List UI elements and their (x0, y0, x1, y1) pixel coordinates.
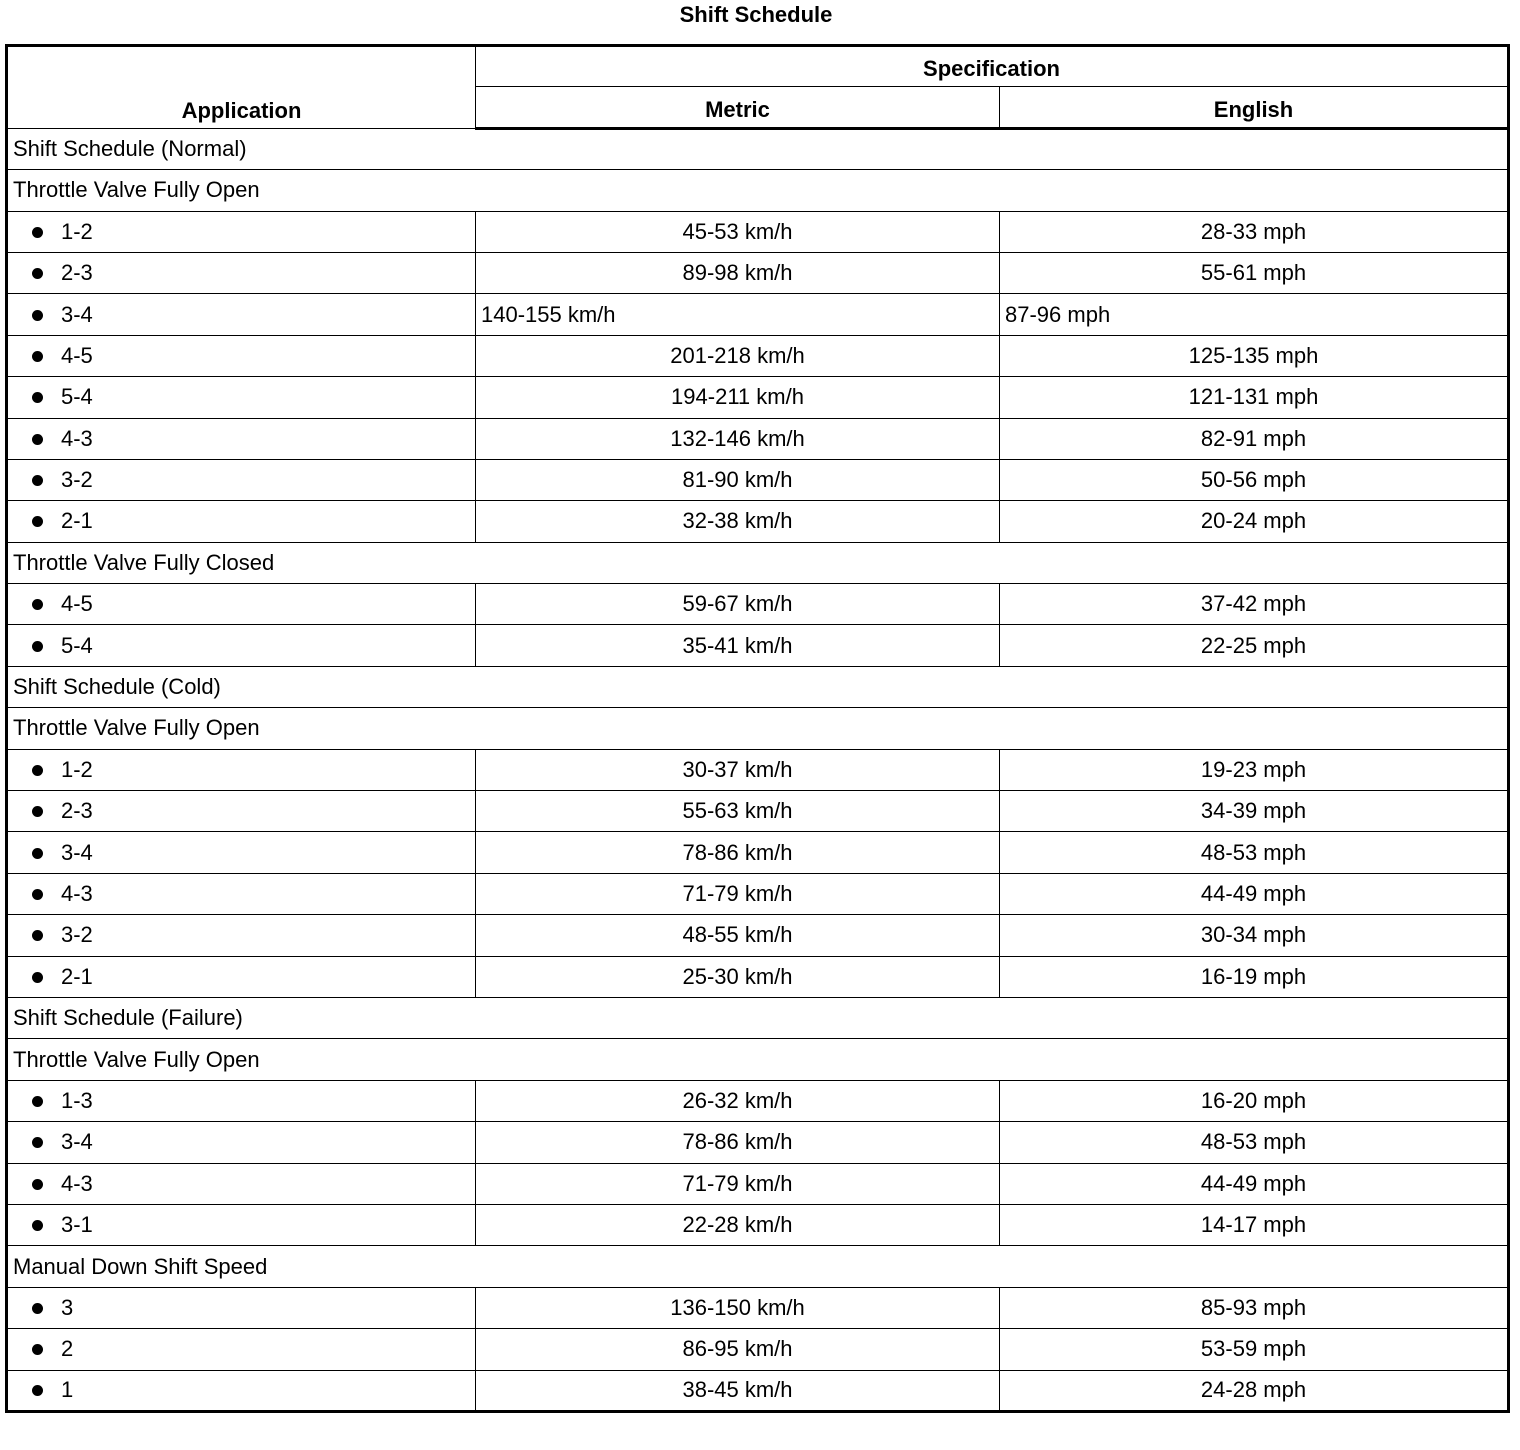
english-cell: 19-23 mph (1000, 749, 1509, 790)
metric-cell: 32-38 km/h (476, 501, 1000, 542)
bullet-icon (32, 848, 43, 859)
shift-label: 2-1 (61, 508, 93, 534)
shift-label: 5-4 (61, 632, 93, 658)
bullet-icon (32, 392, 43, 403)
application-cell (7, 252, 476, 293)
table-row (7, 915, 1509, 956)
table-row (7, 252, 1509, 293)
shift-label: 3 (61, 1294, 74, 1320)
english-cell: 30-34 mph (1000, 915, 1509, 956)
table-row (7, 1122, 1509, 1163)
shift-label: 4-3 (61, 881, 93, 906)
english-cell: 24-28 mph (1000, 1370, 1509, 1411)
english-cell: 20-24 mph (1000, 501, 1509, 542)
section-label: Shift Schedule (Normal) (7, 128, 1509, 169)
english-cell: 48-53 mph (1000, 832, 1509, 873)
table-row (7, 1204, 1509, 1245)
table-header (7, 46, 1509, 129)
metric-cell: 132-146 km/h (476, 418, 1000, 459)
application-cell (7, 584, 476, 625)
metric-cell: 45-53 km/h (476, 211, 1000, 252)
bullet-icon (32, 268, 43, 279)
section-row (7, 1246, 1509, 1287)
section-row (7, 997, 1509, 1038)
table-row (7, 749, 1509, 790)
shift-label: 3-4 (61, 839, 93, 865)
section-label: Shift Schedule (Failure) (7, 997, 1509, 1038)
application-cell (7, 211, 476, 252)
bullet-icon (32, 1137, 43, 1148)
application-cell (7, 1122, 476, 1163)
metric-cell: 194-211 km/h (476, 377, 1000, 418)
bullet-icon (32, 310, 43, 321)
application-header: Application (7, 46, 476, 129)
section-row (7, 542, 1509, 583)
english-cell: 34-39 mph (1000, 791, 1509, 832)
bullet-icon (32, 1344, 43, 1355)
shift-label: 4-5 (61, 342, 93, 368)
shift-label: 1 (61, 1377, 74, 1403)
table-row (7, 1329, 1509, 1370)
english-cell: 16-20 mph (1000, 1080, 1509, 1121)
section-label: Throttle Valve Fully Closed (7, 542, 1509, 583)
application-cell (7, 749, 476, 790)
english-cell: 44-49 mph (1000, 1163, 1509, 1204)
table-row (7, 501, 1509, 542)
table-row (7, 211, 1509, 252)
application-cell (7, 791, 476, 832)
application-cell (7, 1370, 476, 1411)
application-cell (7, 915, 476, 956)
page-title: Shift Schedule (679, 2, 833, 27)
application-cell (7, 335, 476, 376)
english-header: English (1000, 87, 1509, 128)
application-cell (7, 873, 476, 914)
english-cell: 50-56 mph (1000, 459, 1509, 500)
specification-header: Specification (476, 46, 1509, 87)
application-cell (7, 1329, 476, 1370)
english-cell: 44-49 mph (1000, 873, 1509, 914)
bullet-icon (32, 930, 43, 941)
shift-label: 4-5 (61, 591, 93, 617)
application-cell (7, 459, 476, 500)
metric-cell: 140-155 km/h (476, 294, 1000, 335)
table-row (7, 1287, 1509, 1328)
section-label: Shift Schedule (Cold) (7, 666, 1509, 707)
english-cell: 37-42 mph (1000, 584, 1509, 625)
english-cell: 121-131 mph (1000, 377, 1509, 418)
shift-label: 3-2 (61, 467, 93, 493)
application-cell (7, 1080, 476, 1121)
table-row (7, 832, 1509, 873)
metric-cell: 71-79 km/h (476, 873, 1000, 914)
bullet-icon (32, 1385, 43, 1396)
bullet-icon (32, 475, 43, 486)
shift-label: 2-1 (61, 963, 93, 989)
bullet-icon (32, 806, 43, 817)
english-cell: 55-61 mph (1000, 252, 1509, 293)
application-cell (7, 956, 476, 997)
metric-cell: 59-67 km/h (476, 584, 1000, 625)
shift-label: 3-1 (61, 1212, 93, 1238)
bullet-icon (32, 765, 43, 776)
english-cell: 14-17 mph (1000, 1204, 1509, 1245)
section-row (7, 1039, 1509, 1080)
english-cell: 82-91 mph (1000, 418, 1509, 459)
english-cell: 22-25 mph (1000, 625, 1509, 666)
metric-cell: 48-55 km/h (476, 915, 1000, 956)
table-row (7, 956, 1509, 997)
section-row (7, 170, 1509, 211)
table-row (7, 1080, 1509, 1121)
shift-label: 2 (61, 1336, 74, 1362)
application-cell (7, 625, 476, 666)
metric-cell: 89-98 km/h (476, 252, 1000, 293)
table-row (7, 294, 1509, 335)
bullet-icon (32, 516, 43, 527)
application-cell (7, 501, 476, 542)
table-row (7, 418, 1509, 459)
english-cell: 53-59 mph (1000, 1329, 1509, 1370)
bullet-icon (32, 641, 43, 652)
application-cell (7, 832, 476, 873)
table-row (7, 791, 1509, 832)
shift-label: 4-3 (61, 1170, 93, 1196)
shift-label: 2-3 (61, 798, 93, 824)
metric-cell: 78-86 km/h (476, 832, 1000, 873)
metric-cell: 25-30 km/h (476, 956, 1000, 997)
section-label: Throttle Valve Fully Open (7, 1039, 1509, 1080)
bullet-icon (32, 227, 43, 238)
english-cell: 48-53 mph (1000, 1122, 1509, 1163)
bullet-icon (32, 972, 43, 983)
shift-label: 4-3 (61, 425, 93, 451)
table-body (7, 128, 1509, 1411)
shift-label: 1-3 (61, 1087, 93, 1113)
metric-cell: 38-45 km/h (476, 1370, 1000, 1411)
table-row (7, 584, 1509, 625)
application-cell (7, 418, 476, 459)
application-cell (7, 1163, 476, 1204)
section-label: Throttle Valve Fully Open (7, 170, 1509, 211)
application-cell (7, 1287, 476, 1328)
metric-cell: 30-37 km/h (476, 749, 1000, 790)
shift-label: 5-4 (61, 384, 93, 410)
bullet-icon (32, 1179, 43, 1190)
metric-cell: 22-28 km/h (476, 1204, 1000, 1245)
shift-label: 3-4 (61, 301, 93, 327)
english-cell: 85-93 mph (1000, 1287, 1509, 1328)
shift-label: 2-3 (61, 260, 93, 286)
metric-cell: 86-95 km/h (476, 1329, 1000, 1370)
bullet-icon (32, 1096, 43, 1107)
shift-label: 3-2 (61, 922, 93, 948)
section-row (7, 666, 1509, 707)
metric-cell: 201-218 km/h (476, 335, 1000, 376)
bullet-icon (32, 434, 43, 445)
table-row (7, 1163, 1509, 1204)
bullet-icon (32, 1220, 43, 1231)
application-cell (7, 1204, 476, 1245)
metric-cell: 26-32 km/h (476, 1080, 1000, 1121)
metric-cell: 81-90 km/h (476, 459, 1000, 500)
section-row (7, 128, 1509, 169)
metric-cell: 35-41 km/h (476, 625, 1000, 666)
table-row (7, 625, 1509, 666)
english-cell: 125-135 mph (1000, 335, 1509, 376)
table-row (7, 377, 1509, 418)
table-row (7, 335, 1509, 376)
bullet-icon (32, 351, 43, 362)
application-cell (7, 294, 476, 335)
metric-cell: 71-79 km/h (476, 1163, 1000, 1204)
shift-schedule-table (5, 44, 1510, 1413)
metric-cell: 55-63 km/h (476, 791, 1000, 832)
metric-header: Metric (476, 87, 1000, 128)
shift-label: 3-4 (61, 1129, 93, 1155)
section-row (7, 708, 1509, 749)
section-label: Manual Down Shift Speed (7, 1246, 1509, 1287)
section-label: Throttle Valve Fully Open (7, 708, 1509, 749)
shift-label: 1-2 (61, 218, 93, 244)
english-cell: 87-96 mph (1000, 294, 1509, 335)
table-row (7, 1370, 1509, 1411)
bullet-icon (32, 1303, 43, 1314)
bullet-icon (32, 599, 43, 610)
table-row (7, 459, 1509, 500)
bullet-icon (32, 889, 43, 900)
application-cell (7, 377, 476, 418)
metric-cell: 136-150 km/h (476, 1287, 1000, 1328)
shift-label: 1-2 (61, 756, 93, 782)
english-cell: 16-19 mph (1000, 956, 1509, 997)
english-cell: 28-33 mph (1000, 211, 1509, 252)
table-row (7, 873, 1509, 914)
metric-cell: 78-86 km/h (476, 1122, 1000, 1163)
